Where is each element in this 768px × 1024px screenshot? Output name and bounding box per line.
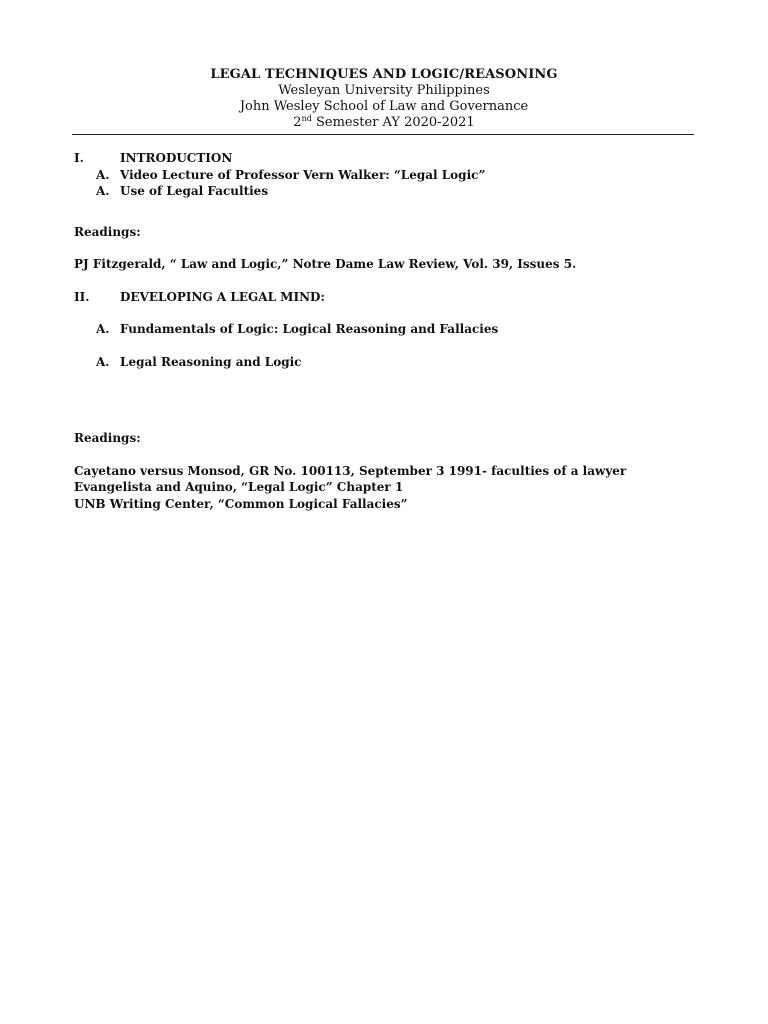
university-name: Wesleyan University Philippines — [278, 83, 490, 98]
item-text: Video Lecture of Professor Vern Walker: “Legal Logic” — [120, 167, 486, 182]
section-heading-legal-mind — [74, 289, 694, 306]
item-letter: A. — [96, 322, 110, 336]
semester-text: Semester AY 2020-2021 — [311, 115, 475, 130]
list-item — [74, 167, 694, 184]
section-numeral: I. — [74, 151, 84, 165]
section-numeral: II. — [74, 289, 90, 304]
document-header — [74, 67, 694, 131]
reading-item: Cayetano versus Monsod, GR No. 100113, September 3 1991- faculties of a lawyer — [74, 463, 627, 478]
item-text: Use of Legal Faculties — [120, 184, 269, 198]
reading-item: UNB Writing Center, “Common Logical Fallacies” — [74, 496, 408, 511]
header-divider — [72, 134, 694, 135]
document-body — [74, 150, 694, 512]
item-text: Legal Reasoning and Logic — [120, 354, 302, 369]
list-item — [74, 183, 694, 200]
section-title: DEVELOPING A LEGAL MIND: — [120, 289, 325, 304]
item-letter: A. — [96, 354, 110, 369]
list-item — [74, 321, 694, 338]
semester-number: 2 — [293, 115, 302, 130]
school-name: John Wesley School of Law and Governance — [239, 99, 529, 114]
semester-line — [74, 115, 694, 131]
semester-ordinal: nd — [301, 114, 312, 123]
item-letter: A. — [96, 167, 110, 182]
item-letter: A. — [96, 184, 110, 198]
list-item — [74, 354, 694, 371]
readings-label: Readings: — [74, 431, 141, 445]
item-text: Fundamentals of Logic: Logical Reasoning and Fallacies — [120, 322, 499, 336]
section-title: INTRODUCTION — [120, 151, 233, 165]
readings-label: Readings: — [74, 224, 141, 239]
section-heading-introduction — [74, 150, 694, 167]
reading-item: PJ Fitzgerald, “ Law and Logic,” Notre Dame Law Review, Vol. 39, Issues 5. — [74, 257, 577, 271]
reading-item: Evangelista and Aquino, “Legal Logic” Chapter 1 — [74, 480, 404, 494]
course-title: LEGAL TECHNIQUES AND LOGIC/REASONING — [210, 67, 558, 82]
